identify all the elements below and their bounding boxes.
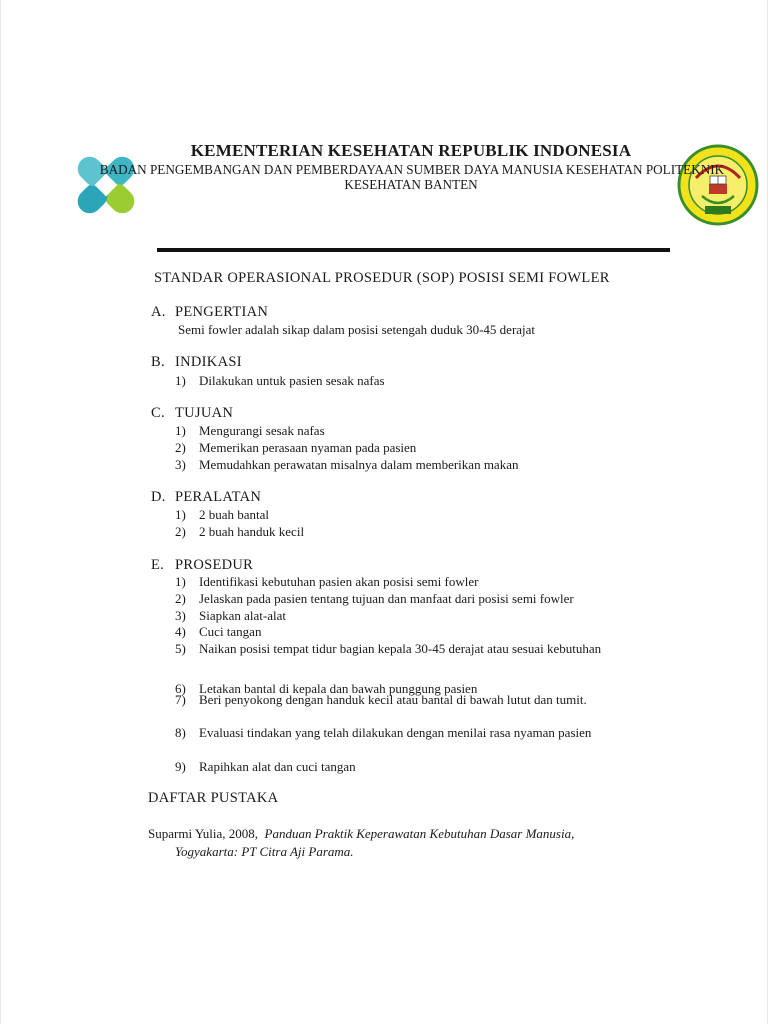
agency-subtitle-line1: BADAN PENGEMBANGAN DAN PEMBERDAYAAN SUMBER DAYA MANUSIA KESEHATAN POLITEKNIK [99, 162, 725, 177]
reference-author: Suparmi Yulia, 2008, [148, 826, 259, 841]
list-item: 3) Siapkan alat-alat [175, 608, 286, 623]
list-item: 6) Letakan bantal di kepala dan bawah punggung pasien [175, 681, 478, 696]
reference-publisher: Yogyakarta: PT Citra Aji Parama. [175, 844, 354, 859]
poltekkes-banten-seal-icon [677, 144, 759, 226]
document-title: STANDAR OPERASIONAL PROSEDUR (SOP) POSISI SEMI FOWLER [154, 270, 610, 286]
list-item: 1) 2 buah bantal [175, 507, 270, 522]
section-heading-pengertian: A. PENGERTIAN [151, 304, 269, 320]
reference-book-title: Panduan Praktik Keperawatan Kebutuhan Dasar Manusia, [264, 826, 575, 841]
section-heading-peralatan: D. PERALATAN [151, 489, 262, 505]
list-item: 9) Rapihkan alat dan cuci tangan [175, 759, 356, 774]
list-item: 5) Naikan posisi tempat tidur bagian kepala 30-45 derajat atau sesuai kebutuhan [175, 641, 602, 656]
ministry-title: KEMENTERIAN KESEHATAN REPUBLIK INDONESIA [190, 141, 632, 160]
section-heading-indikasi: B. INDIKASI [151, 354, 242, 370]
section-heading-prosedur: E. PROSEDUR [151, 557, 254, 573]
list-item: 1) Mengurangi sesak nafas [175, 423, 325, 438]
list-item: 3) Memudahkan perawatan misalnya dalam memberikan makan [175, 457, 519, 472]
pengertian-text: Semi fowler adalah sikap dalam posisi setengah duduk 30-45 derajat [178, 322, 536, 337]
kemenkes-logo-icon [65, 144, 147, 226]
list-item: 7) Beri penyokong dengan handuk kecil atau bantal di bawah lutut dan tumit. [175, 692, 587, 707]
list-item: 4) Cuci tangan [175, 624, 262, 639]
reference-line1 [148, 826, 574, 842]
header-divider [157, 248, 670, 252]
list-item: 8) Evaluasi tindakan yang telah dilakukan dengan menilai rasa nyaman pasien [175, 725, 592, 740]
agency-subtitle-line2: KESEHATAN BANTEN [344, 177, 478, 192]
references-heading: DAFTAR PUSTAKA [148, 790, 279, 806]
section-heading-tujuan: C. TUJUAN [151, 405, 234, 421]
list-item: 2) 2 buah handuk kecil [175, 524, 305, 539]
list-item: 2) Jelaskan pada pasien tentang tujuan dan manfaat dari posisi semi fowler [175, 591, 574, 606]
list-item: 1) Dilakukan untuk pasien sesak nafas [175, 373, 385, 388]
list-item: 2) Memerikan perasaan nyaman pada pasien [175, 440, 417, 455]
list-item: 1) Identifikasi kebutuhan pasien akan posisi semi fowler [175, 574, 479, 589]
